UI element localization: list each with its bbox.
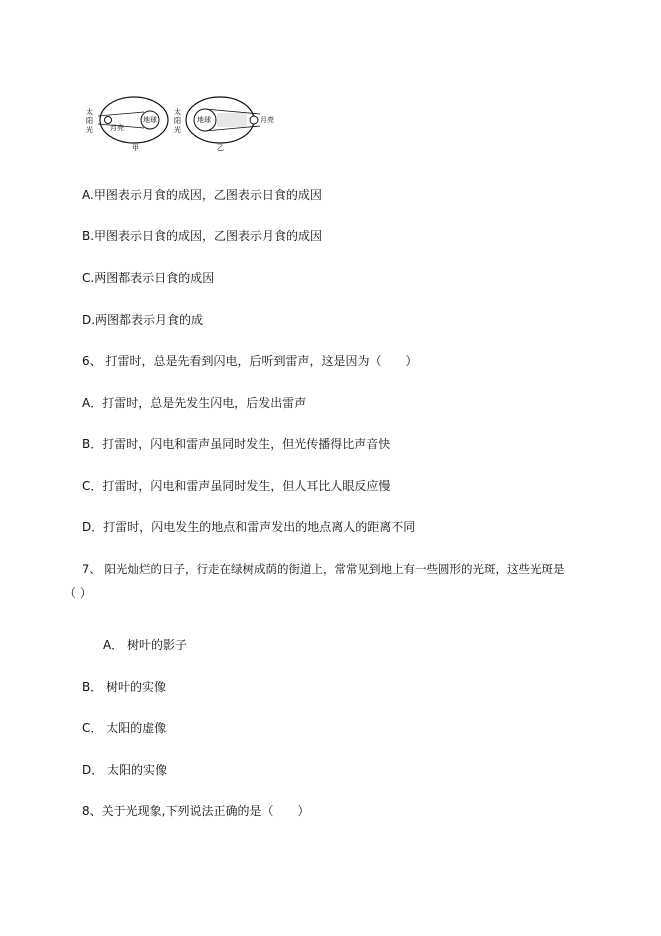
eclipse-figure bbox=[84, 92, 284, 156]
q7-stem-line1: 7、 阳光灿烂的日子，行走在绿树成荫的街道上，常常见到地上有一些圆形的光斑，这些光斑是 bbox=[82, 562, 565, 576]
sunlight-label-yi-2: 阳 bbox=[174, 117, 181, 125]
q6-option-d: D．打雷时，闪电发生的地点和雷声发出的地点离人的距离不同 bbox=[82, 520, 416, 534]
moon-yi bbox=[250, 116, 258, 124]
q7-option-c: C． 太阳的虚像 bbox=[82, 721, 167, 735]
diagram-yi bbox=[174, 97, 274, 152]
q6-option-c: C．打雷时，闪电和雷声虽同时发生，但人耳比人眼反应慢 bbox=[82, 479, 391, 493]
diagram-jia bbox=[86, 97, 168, 152]
q5-option-a: A.甲图表示月食的成因，乙图表示日食的成因 bbox=[82, 188, 322, 202]
q5-option-c: C.两图都表示日食的成因 bbox=[82, 271, 215, 285]
caption-yi: 乙 bbox=[217, 144, 224, 152]
q5-option-b: B.甲图表示日食的成因，乙图表示月食的成因 bbox=[82, 229, 323, 243]
moon-label-yi: 月亮 bbox=[260, 116, 274, 124]
q8-stem: 8、关于光现象,下列说法正确的是（ ） bbox=[82, 804, 310, 818]
earth-label-jia: 地球 bbox=[143, 116, 157, 124]
q7-option-a: A． 树叶的影子 bbox=[103, 638, 188, 652]
q7-stem-line2: （ ） bbox=[64, 586, 92, 600]
sunlight-label-jia-2: 阳 bbox=[86, 117, 93, 125]
sunlight-label-jia-1: 太 bbox=[86, 108, 93, 116]
q7-option-d: D． 太阳的实像 bbox=[82, 763, 168, 777]
sunlight-label-jia-3: 光 bbox=[86, 126, 93, 134]
moon-label-jia: 月亮 bbox=[110, 124, 124, 132]
q6-option-b: B．打雷时，闪电和雷声虽同时发生，但光传播得比声音快 bbox=[82, 437, 391, 451]
caption-jia: 甲 bbox=[132, 144, 139, 152]
q7-option-b: B． 树叶的实像 bbox=[82, 680, 167, 694]
earth-label-yi: 地球 bbox=[197, 116, 211, 124]
sunlight-label-yi-3: 光 bbox=[174, 126, 181, 134]
q6-stem: 6、 打雷时，总是先看到闪电，后听到雷声，这是因为（ ） bbox=[82, 354, 418, 368]
sunlight-label-yi-1: 太 bbox=[174, 108, 181, 116]
q5-option-d: D.两图都表示月食的成 bbox=[82, 313, 204, 327]
moon-jia bbox=[105, 117, 112, 124]
q6-option-a: A．打雷时，总是先发生闪电，后发出雷声 bbox=[82, 396, 307, 410]
